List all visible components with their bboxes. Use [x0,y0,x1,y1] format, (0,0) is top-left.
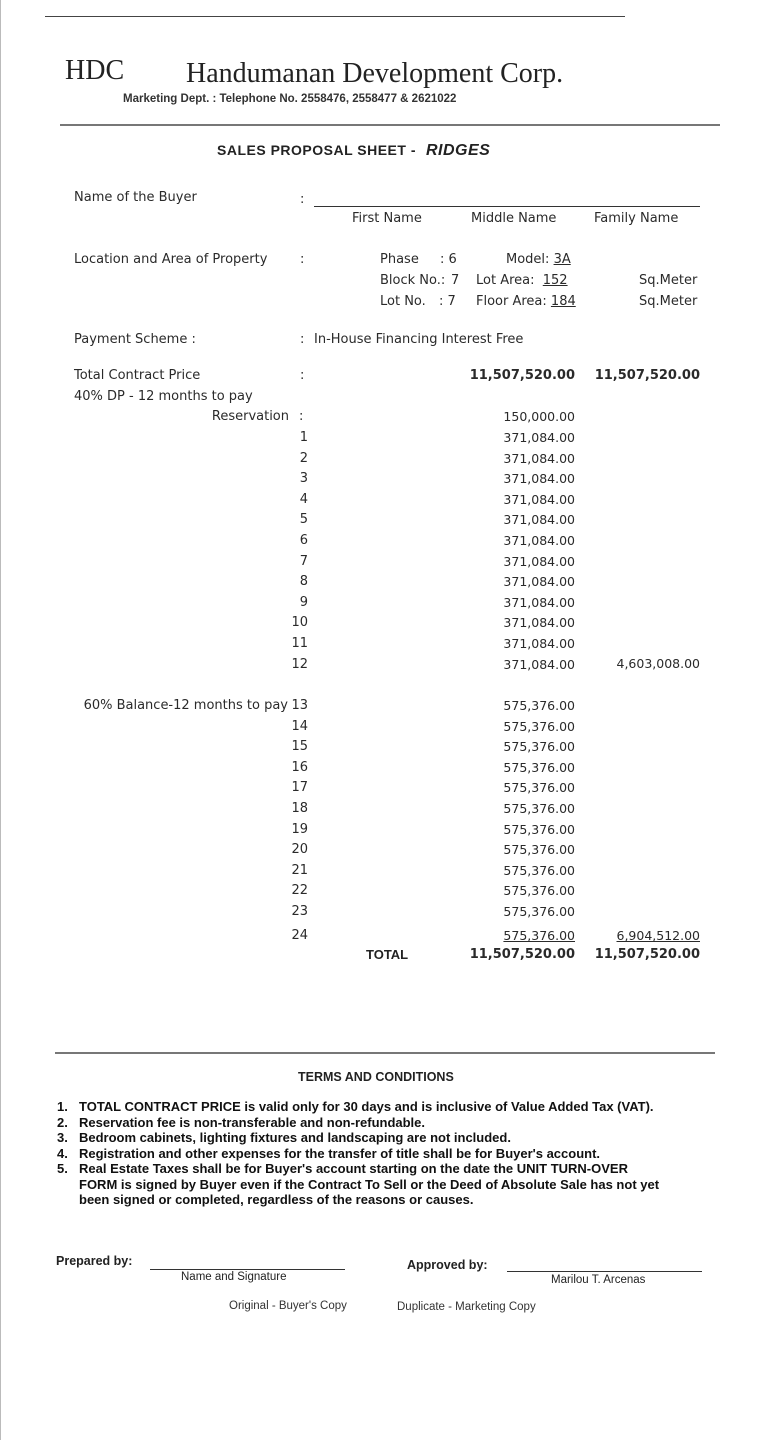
sheet-title [217,142,490,160]
unit-sqm-2: Sq.Meter [639,294,698,309]
reservation-label: Reservation [211,409,289,424]
total-label: TOTAL [366,947,409,962]
dp-label: 40% DP - 12 months to pay [74,389,253,404]
total-amount: 11,507,520.00 [469,947,575,962]
dp-installment-amount: 371,084.00 [503,553,575,569]
unit-sqm-1: Sq.Meter [639,273,698,288]
balance-installment-amount: 575,376.00 [503,759,575,775]
dp-installment-amount: 371,084.00 [503,615,575,631]
floor-area [476,294,576,309]
terms-rule [55,1052,715,1054]
dp-installment-number: 9 [299,594,308,610]
prepared-caption: Name and Signature [181,1271,287,1283]
floor-area-value: 184 [550,294,576,309]
balance-installment-number: 19 [291,821,308,837]
copy-original: Original - Buyer's Copy [229,1300,347,1312]
term-text: Real Estate Taxes shall be for Buyer's account starting on the date the UNIT TURN-OVER [79,1161,628,1176]
dp-installment-amount: 371,084.00 [503,533,575,548]
balance-installment-number: 17 [291,780,308,796]
prepared-signature-line [150,1269,345,1270]
balance-installment-number: 20 [291,842,308,858]
payment-value: In-House Financing Interest Free [314,332,524,347]
term-number: 1. [57,1099,68,1114]
balance-installment-amount: 575,376.00 [503,821,575,837]
dp-installment-amount: 371,084.00 [503,594,575,610]
dp-installment-amount: 371,084.00 [503,430,575,445]
lot-area-value: 152 [542,273,568,288]
dp-installment-number: 4 [299,491,308,507]
dp-installment-number: 6 [299,533,308,548]
block-label: Block No.: [380,273,446,288]
tcp-label: Total Contract Price [74,368,201,383]
term-number: 2. [57,1114,68,1130]
dp-installment-amount: 371,084.00 [503,491,575,507]
dp-installment-number: 2 [299,450,308,466]
balance-installment-number: 24 [291,928,308,943]
dp-subtotal: 4,603,008.00 [616,656,700,671]
lot-label: Lot No. [380,294,426,309]
term-text: Registration and other expenses for the transfer of title shall be for Buyer's account. [79,1145,601,1161]
tcp-colon: : [300,368,305,383]
balance-installment-number: 22 [291,883,308,899]
dp-installment-number: 7 [299,553,308,569]
block-value: 7 [451,273,460,288]
buyer-name-line [314,206,700,207]
approved-name: Marilou T. Arcenas [551,1274,646,1286]
tcp-amount: 11,507,520.00 [469,368,575,383]
balance-installment-amount: 575,376.00 [503,904,575,919]
dp-installment-number: 8 [299,574,308,590]
balance-installment-number: 14 [291,718,308,734]
buyer-first-name: First Name [352,211,422,226]
payment-label: Payment Scheme : [74,332,196,347]
balance-installment-number: 21 [291,862,308,878]
term-number: 5. [57,1161,68,1176]
balance-installment-number: 23 [291,904,308,919]
top-rule [45,16,625,17]
dp-installment-amount: 371,084.00 [503,471,575,487]
dp-installment-amount: 371,084.00 [503,574,575,590]
phase-label: Phase [380,252,419,267]
balance-installment-amount: 575,376.00 [503,739,575,755]
term-text: Bedroom cabinets, lighting fixtures and landscaping are not included. [79,1130,511,1145]
buyer-colon: : [300,192,305,207]
floor-area-label: Floor Area: [476,294,547,309]
balance-installment-amount: 575,376.00 [503,718,575,734]
property-colon: : [300,252,305,267]
balance-installment-number: 18 [291,801,308,816]
model-label: Model: [506,252,550,267]
company-name: Handumanan Development Corp. [186,58,564,89]
dp-installment-number: 3 [299,471,308,487]
dp-installment-number: 11 [291,636,308,651]
property-label: Location and Area of Property [74,252,268,267]
balance-installment-number: 13 [291,698,308,713]
balance-installment-amount: 575,376.00 [503,801,575,816]
copy-duplicate: Duplicate - Marketing Copy [397,1301,536,1313]
balance-installment-amount: 575,376.00 [503,842,575,858]
prepared-label: Prepared by: [56,1254,133,1268]
balance-installment-amount: 575,376.00 [503,883,575,899]
term-number: 4. [57,1145,68,1161]
balance-installment-amount: 575,376.00 [503,780,575,796]
lot-value: : 7 [439,294,456,309]
balance-installment-number: 15 [291,739,308,755]
approved-label: Approved by: [407,1258,488,1272]
dp-installment-amount: 371,084.00 [503,450,575,466]
dp-installment-number: 10 [291,615,308,631]
model-value: 3A [553,252,571,267]
balance-subtotal: 6,904,512.00 [616,928,700,943]
company-contact: Marketing Dept. : Telephone No. 2558476, 2558477 & 2621022 [123,93,457,105]
lot-area-label: Lot Area: [476,273,535,288]
grand-total: 11,507,520.00 [594,947,700,962]
reservation-amount: 150,000.00 [503,409,575,424]
lot-area [476,273,568,288]
model [506,252,571,267]
balance-installment-amount: 575,376.00 [503,698,575,713]
buyer-family-name: Family Name [594,211,679,226]
balance-label: 60% Balance-12 months to pay [83,698,288,713]
term-text: been signed or completed, regardless of the reasons or causes. [79,1192,474,1207]
phase-value: : 6 [440,252,457,267]
left-page-edge [0,0,1,1440]
term-text: FORM is signed by Buyer even if the Contract To Sell or the Deed of Absolute Sale has not yet [79,1176,660,1192]
buyer-middle-name: Middle Name [471,211,557,226]
sheet-title-text: SALES PROPOSAL SHEET - [217,142,416,158]
sheet-project: RIDGES [426,142,491,159]
dp-installment-amount: 371,084.00 [503,512,575,528]
term-text: TOTAL CONTRACT PRICE is valid only for 30 days and is inclusive of Value Added Tax (VAT). [79,1099,654,1114]
term-number: 3. [57,1130,68,1145]
buyer-label: Name of the Buyer [74,190,197,205]
approved-signature-line [507,1271,702,1272]
balance-installment-amount: 575,376.00 [503,862,575,878]
dp-installment-number: 12 [291,656,308,672]
dp-installment-number: 5 [299,512,308,528]
dp-installment-amount: 371,084.00 [503,636,575,651]
company-short: HDC [65,55,125,86]
reservation-colon: : [299,409,304,424]
header-rule [60,124,720,126]
dp-installment-number: 1 [299,430,308,445]
dp-installment-amount: 371,084.00 [503,656,575,672]
term-text: Reservation fee is non-transferable and non-refundable. [79,1114,426,1130]
terms-title: TERMS AND CONDITIONS [298,1070,454,1084]
balance-installment-amount: 575,376.00 [503,928,575,943]
payment-colon: : [300,332,305,347]
tcp-total: 11,507,520.00 [594,368,700,383]
balance-installment-number: 16 [291,759,308,775]
